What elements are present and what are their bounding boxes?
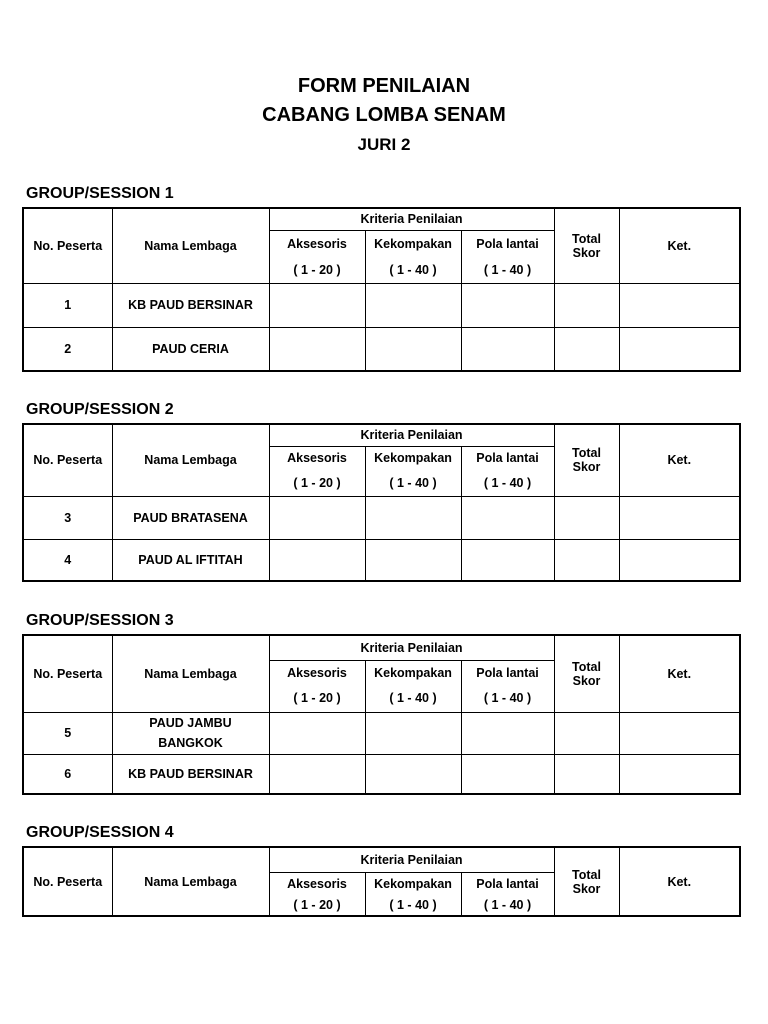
header-aksesoris: Aksesoris <box>269 660 365 685</box>
cell-aksesoris[interactable] <box>269 712 365 754</box>
cell-no: 4 <box>23 539 112 581</box>
header-aksesoris: Aksesoris <box>269 230 365 257</box>
range-kekompakan: ( 1 - 40 ) <box>365 257 461 283</box>
table-row <box>23 754 740 794</box>
cell-pola-lantai[interactable] <box>461 496 554 539</box>
cell-aksesoris[interactable] <box>269 539 365 581</box>
cell-pola-lantai[interactable] <box>461 283 554 327</box>
form-subtitle: CABANG LOMBA SENAM <box>262 104 506 126</box>
session-4-label: GROUP/SESSION 4 <box>26 824 174 841</box>
cell-ket[interactable] <box>619 283 740 327</box>
cell-nama: PAUD BRATASENA <box>112 496 269 539</box>
header-total-skor: Total Skor <box>554 424 619 496</box>
cell-pola-lantai[interactable] <box>461 539 554 581</box>
header-no-peserta: No. Peserta <box>23 847 112 916</box>
range-aksesoris: ( 1 - 20 ) <box>269 470 365 496</box>
header-nama-lembaga: Nama Lembaga <box>112 635 269 712</box>
header-kekompakan: Kekompakan <box>365 446 461 470</box>
judge-label: JURI 2 <box>357 135 411 154</box>
header-total-skor: Total Skor <box>554 847 619 916</box>
session-2-label: GROUP/SESSION 2 <box>26 401 174 418</box>
header-kriteria: Kriteria Penilaian <box>269 635 554 660</box>
header-kekompakan: Kekompakan <box>365 660 461 685</box>
cell-pola-lantai[interactable] <box>461 754 554 794</box>
range-pola-lantai: ( 1 - 40 ) <box>461 895 554 916</box>
header-pola-lantai: Pola lantai <box>461 660 554 685</box>
table-row <box>23 283 740 327</box>
header-kriteria: Kriteria Penilaian <box>269 208 554 230</box>
cell-kekompakan[interactable] <box>365 327 461 371</box>
cell-ket[interactable] <box>619 754 740 794</box>
range-pola-lantai: ( 1 - 40 ) <box>461 470 554 496</box>
session-3-label: GROUP/SESSION 3 <box>26 612 174 629</box>
cell-total[interactable] <box>554 539 619 581</box>
cell-nama: KB PAUD BERSINAR <box>112 283 269 327</box>
table-row <box>23 712 740 754</box>
cell-nama: PAUD JAMBU BANGKOK <box>112 712 269 754</box>
session-2-table <box>22 423 741 582</box>
cell-kekompakan[interactable] <box>365 539 461 581</box>
range-aksesoris: ( 1 - 20 ) <box>269 895 365 916</box>
cell-no: 6 <box>23 754 112 794</box>
range-pola-lantai: ( 1 - 40 ) <box>461 257 554 283</box>
cell-no: 5 <box>23 712 112 754</box>
cell-pola-lantai[interactable] <box>461 712 554 754</box>
cell-aksesoris[interactable] <box>269 283 365 327</box>
range-pola-lantai: ( 1 - 40 ) <box>461 685 554 712</box>
cell-no: 2 <box>23 327 112 371</box>
header-no-peserta: No. Peserta <box>23 424 112 496</box>
table-row <box>23 496 740 539</box>
table-row <box>23 327 740 371</box>
range-kekompakan: ( 1 - 40 ) <box>365 685 461 712</box>
cell-aksesoris[interactable] <box>269 496 365 539</box>
header-aksesoris: Aksesoris <box>269 872 365 895</box>
cell-nama: PAUD CERIA <box>112 327 269 371</box>
cell-kekompakan[interactable] <box>365 754 461 794</box>
cell-kekompakan[interactable] <box>365 283 461 327</box>
header-nama-lembaga: Nama Lembaga <box>112 424 269 496</box>
cell-aksesoris[interactable] <box>269 327 365 371</box>
cell-no: 1 <box>23 283 112 327</box>
cell-total[interactable] <box>554 327 619 371</box>
range-aksesoris: ( 1 - 20 ) <box>269 685 365 712</box>
range-kekompakan: ( 1 - 40 ) <box>365 895 461 916</box>
header-aksesoris: Aksesoris <box>269 446 365 470</box>
range-kekompakan: ( 1 - 40 ) <box>365 470 461 496</box>
table-row <box>23 539 740 581</box>
header-pola-lantai: Pola lantai <box>461 872 554 895</box>
header-kekompakan: Kekompakan <box>365 230 461 257</box>
cell-ket[interactable] <box>619 712 740 754</box>
header-ket: Ket. <box>619 424 740 496</box>
form-title-block <box>0 72 768 160</box>
header-ket: Ket. <box>619 847 740 916</box>
header-ket: Ket. <box>619 635 740 712</box>
cell-pola-lantai[interactable] <box>461 327 554 371</box>
cell-total[interactable] <box>554 712 619 754</box>
cell-nama: PAUD AL IFTITAH <box>112 539 269 581</box>
session-4-table <box>22 846 741 917</box>
header-nama-lembaga: Nama Lembaga <box>112 208 269 283</box>
cell-ket[interactable] <box>619 327 740 371</box>
header-kriteria: Kriteria Penilaian <box>269 847 554 872</box>
cell-nama: KB PAUD BERSINAR <box>112 754 269 794</box>
header-kekompakan: Kekompakan <box>365 872 461 895</box>
header-no-peserta: No. Peserta <box>23 635 112 712</box>
cell-aksesoris[interactable] <box>269 754 365 794</box>
cell-kekompakan[interactable] <box>365 496 461 539</box>
header-pola-lantai: Pola lantai <box>461 446 554 470</box>
header-no-peserta: No. Peserta <box>23 208 112 283</box>
cell-kekompakan[interactable] <box>365 712 461 754</box>
cell-total[interactable] <box>554 283 619 327</box>
cell-ket[interactable] <box>619 539 740 581</box>
header-pola-lantai: Pola lantai <box>461 230 554 257</box>
cell-no: 3 <box>23 496 112 539</box>
header-nama-lembaga: Nama Lembaga <box>112 847 269 916</box>
cell-total[interactable] <box>554 754 619 794</box>
cell-total[interactable] <box>554 496 619 539</box>
session-3-table <box>22 634 741 795</box>
header-ket: Ket. <box>619 208 740 283</box>
form-title: FORM PENILAIAN <box>297 75 471 97</box>
cell-ket[interactable] <box>619 496 740 539</box>
session-1-table <box>22 207 741 372</box>
session-1-label: GROUP/SESSION 1 <box>26 185 174 202</box>
header-total-skor: Total Skor <box>554 208 619 283</box>
header-total-skor: Total Skor <box>554 635 619 712</box>
header-kriteria: Kriteria Penilaian <box>269 424 554 446</box>
range-aksesoris: ( 1 - 20 ) <box>269 257 365 283</box>
